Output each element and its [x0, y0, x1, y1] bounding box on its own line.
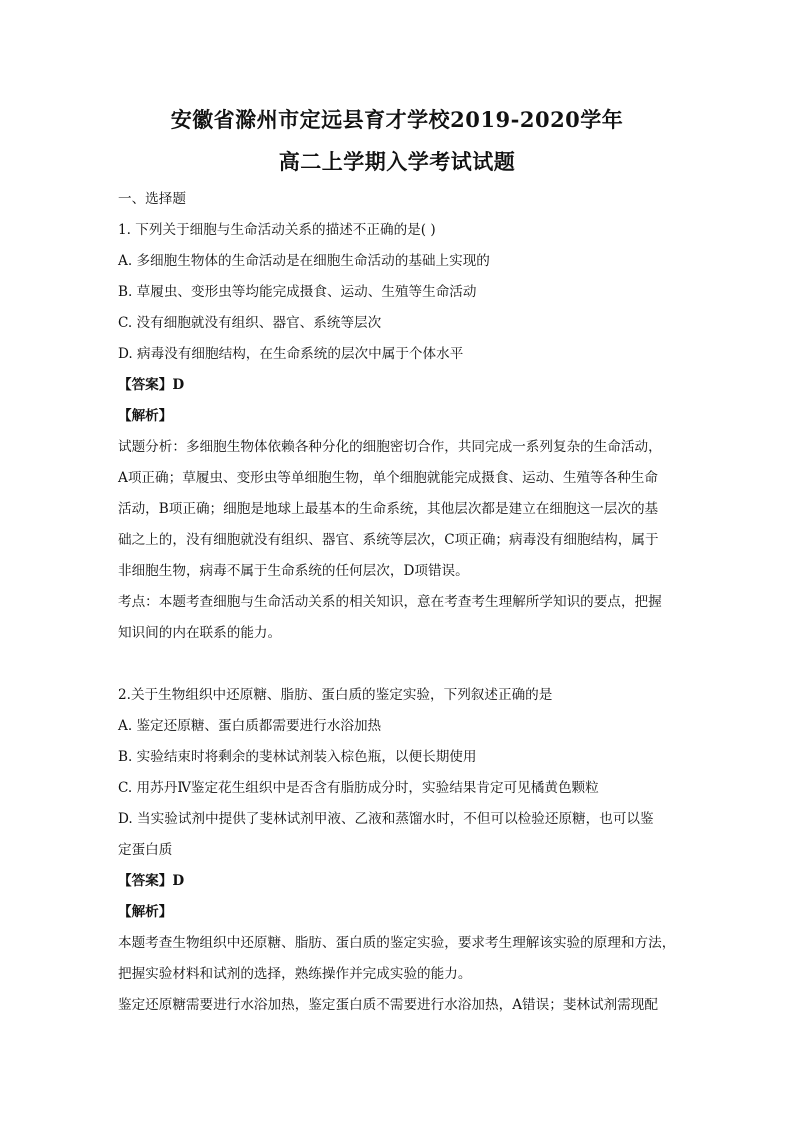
document-title-line1: 安徽省滁州市定远县育才学校2019-2020学年 [170, 107, 624, 132]
question-2-option-d-cont: 定蛋白质 [118, 842, 173, 858]
question-2-stem: 2.关于生物组织中还原糖、脂肪、蛋白质的鉴定实验，下列叙述正确的是 [118, 687, 553, 703]
question-1-analysis-line: 活动，B项正确；细胞是地球上最基本的生命系统，其他层次都是建立在细胞这一层次的基 [118, 501, 659, 517]
question-2-analysis-line: 鉴定还原糖需要进行水浴加热，鉴定蛋白质不需要进行水浴加热，A错误；斐林试剂需现配 [118, 997, 658, 1013]
document-body [118, 184, 678, 1021]
paragraph-gap [118, 649, 678, 680]
question-2-analysis-line: 本题考查生物组织中还原糖、脂肪、蛋白质的鉴定实验，要求考生理解该实验的原理和方法， [118, 935, 676, 951]
question-1-analysis-line: 试题分析：多细胞生物体依赖各种分化的细胞密切合作，共同完成一系列复杂的生命活动， [118, 439, 662, 455]
question-1-option-b: B. 草履虫、变形虫等均能完成摄食、运动、生殖等生命活动 [118, 284, 477, 300]
question-2-analysis-line: 把握实验材料和试剂的选择，熟练操作并完成实验的能力。 [118, 966, 472, 982]
question-1-analysis-line: A项正确；草履虫、变形虫等单细胞生物，单个细胞就能完成摄食、运动、生殖等各种生命 [118, 470, 658, 486]
question-1-stem: 1. 下列关于细胞与生命活动关系的描述不正确的是( ) [118, 222, 436, 238]
question-2-option-a: A. 鉴定还原糖、蛋白质都需要进行水浴加热 [118, 718, 382, 734]
section-heading: 一、选择题 [118, 191, 186, 207]
question-1-answer: 【答案】D [118, 377, 185, 393]
question-1-analysis-line: 非细胞生物，病毒不属于生命系统的任何层次，D项错误。 [118, 563, 469, 579]
question-1-option-d: D. 病毒没有细胞结构，在生命系统的层次中属于个体水平 [118, 346, 464, 362]
question-1-option-a: A. 多细胞生物体的生命活动是在细胞生命活动的基础上实现的 [118, 253, 490, 269]
question-1-kaodian-line: 知识间的内在联系的能力。 [118, 625, 282, 641]
question-2-option-b: B. 实验结束时将剩余的斐林试剂装入棕色瓶，以便长期使用 [118, 749, 477, 765]
question-2-analysis-label: 【解析】 [118, 904, 173, 920]
question-1-analysis-label: 【解析】 [118, 408, 173, 424]
document-title-line2: 高二上学期入学考试试题 [278, 149, 516, 174]
question-2-option-d: D. 当实验试剂中提供了斐林试剂甲液、乙液和蒸馏水时，不但可以检验还原糖，也可以鉴 [118, 811, 654, 827]
question-1-analysis-line: 础之上的，没有细胞就没有组织、器官、系统等层次，C项正确；病毒没有细胞结构，属于 [118, 532, 659, 548]
question-1-kaodian-line: 考点：本题考查细胞与生命活动关系的相关知识，意在考查考生理解所学知识的要点，把握 [118, 594, 662, 610]
question-1-option-c: C. 没有细胞就没有组织、器官、系统等层次 [118, 315, 382, 331]
question-2-answer: 【答案】D [118, 873, 185, 889]
question-2-option-c: C. 用苏丹Ⅳ鉴定花生组织中是否含有脂肪成分时，实验结果肯定可见橘黄色颗粒 [118, 780, 599, 796]
